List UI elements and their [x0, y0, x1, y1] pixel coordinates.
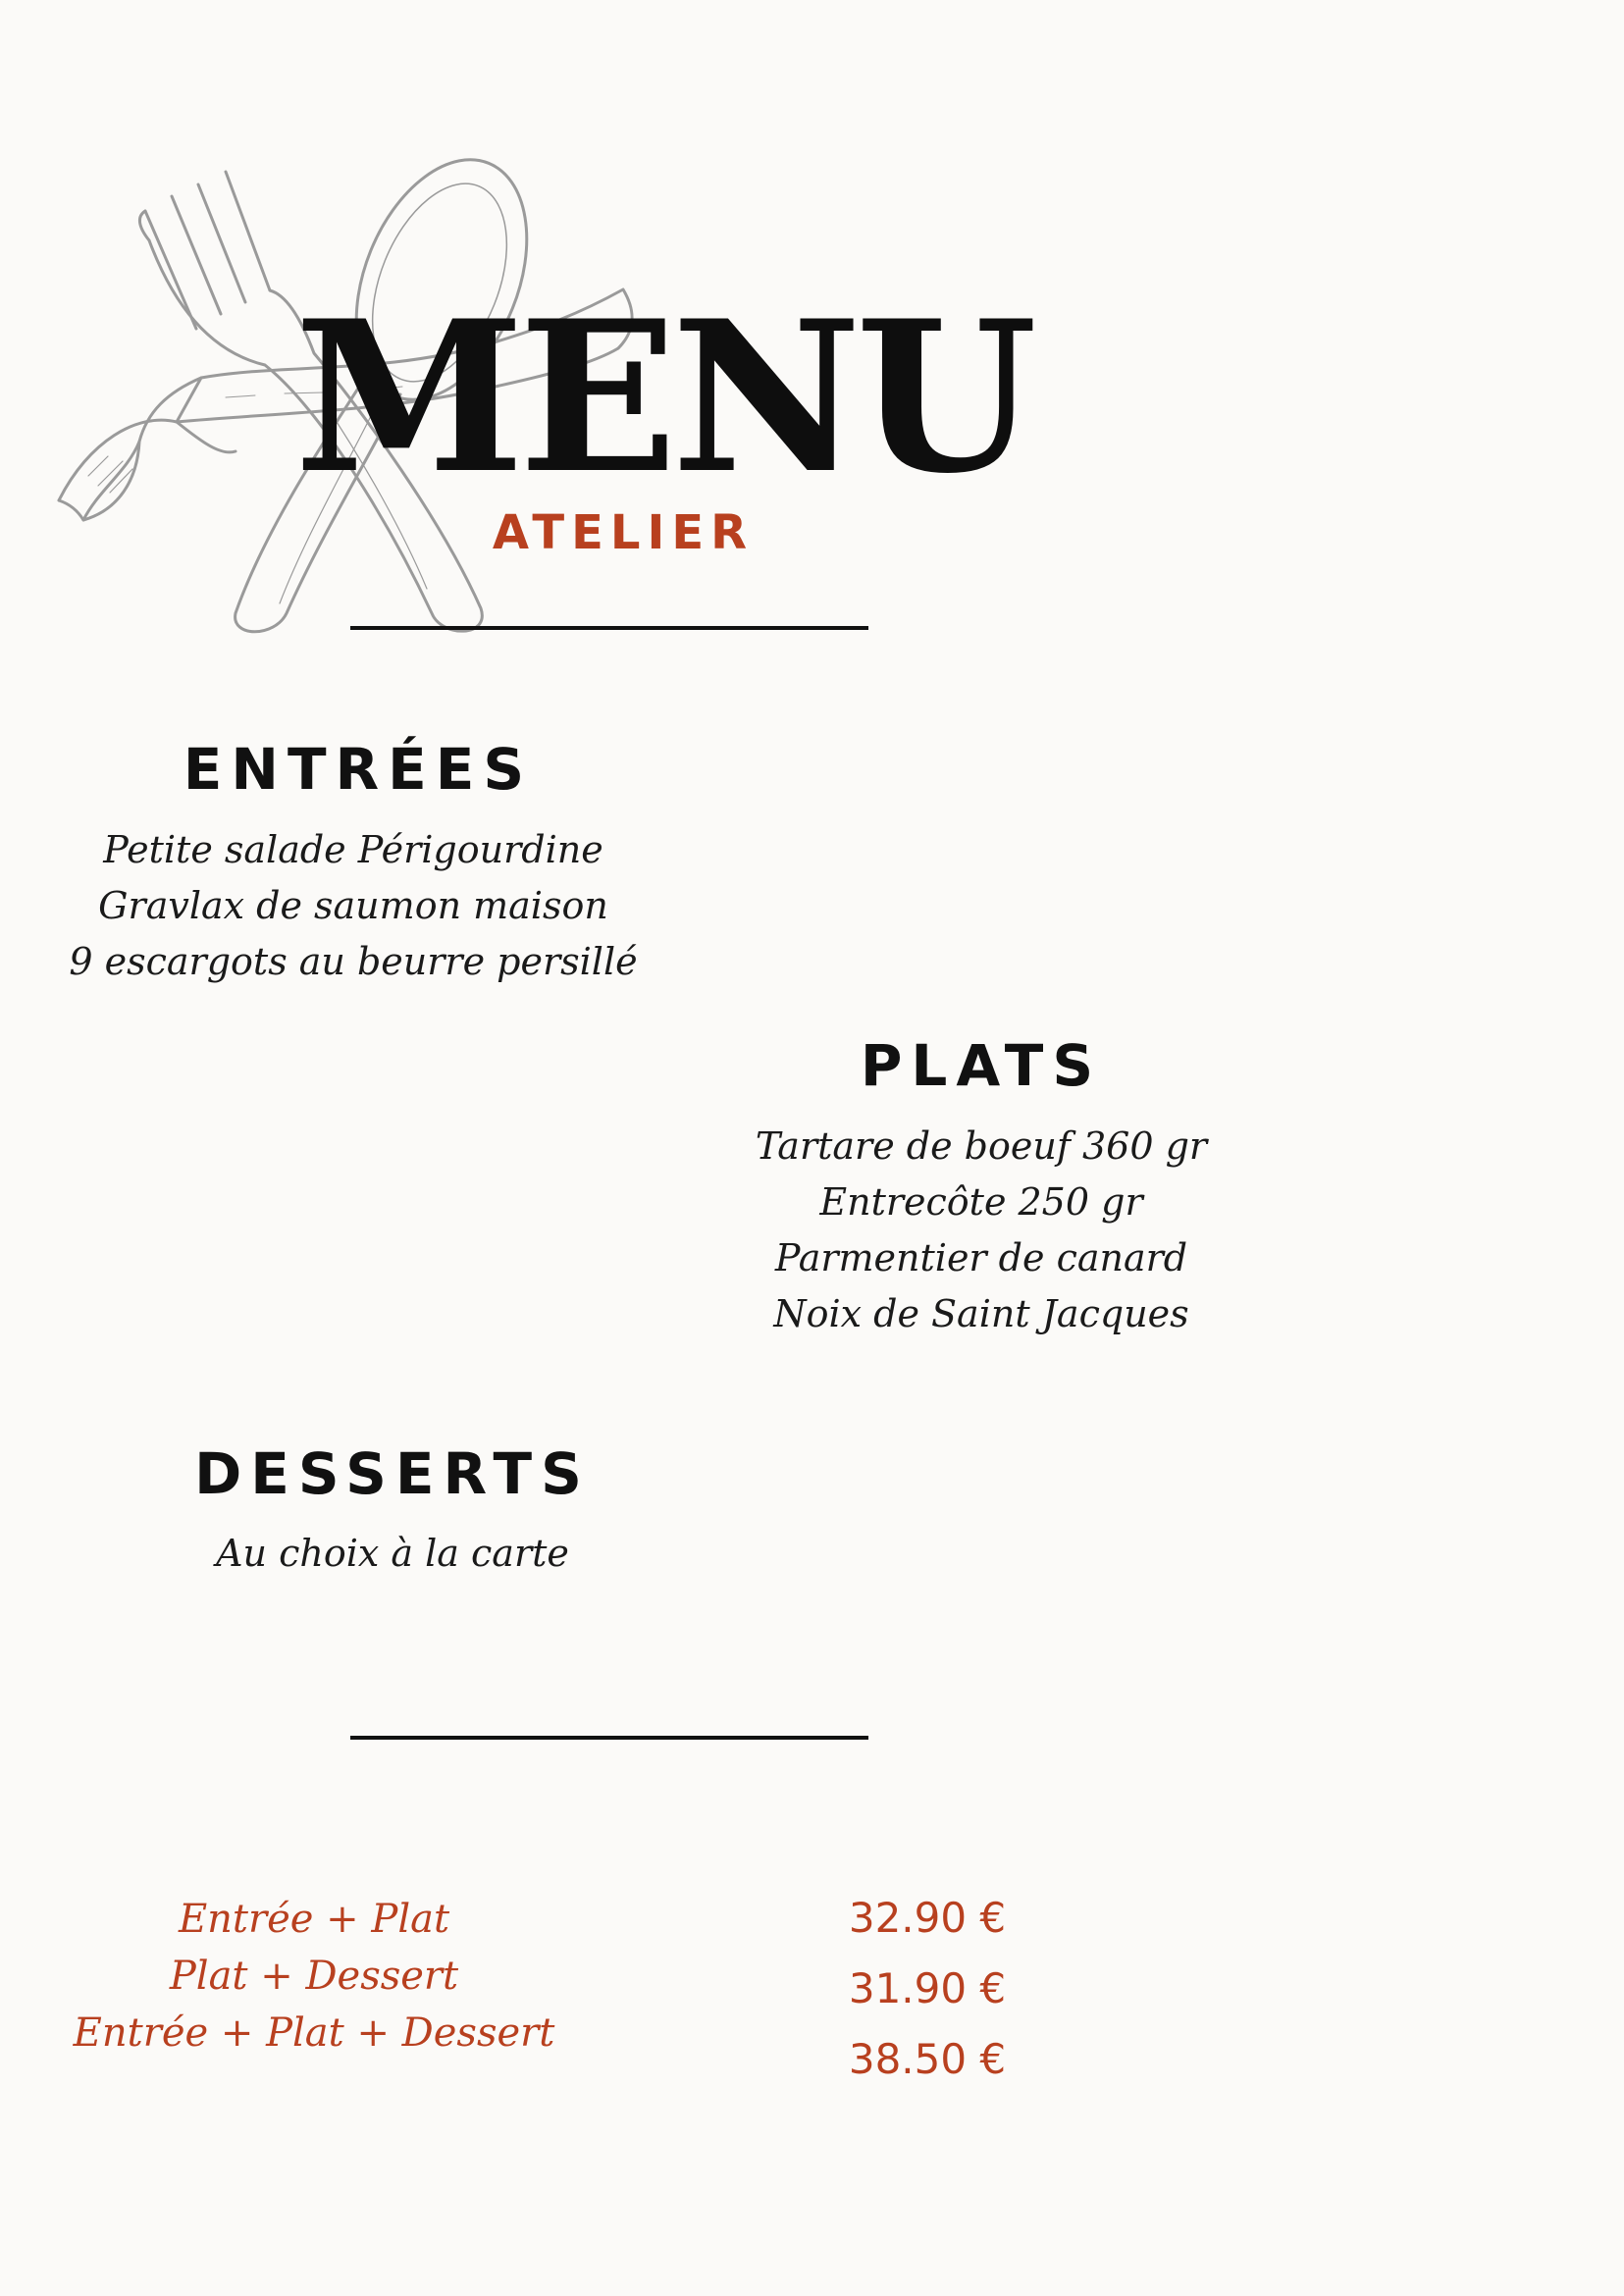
formula-labels — [59, 1891, 569, 2061]
entrees-heading: ENTRÉES — [183, 736, 534, 803]
desserts-heading: DESSERTS — [194, 1440, 591, 1507]
formula-label: Entrée + Plat — [178, 1897, 450, 1942]
formula-label: Entrée + Plat + Dessert — [73, 2010, 555, 2056]
list-item: Entrecôte 250 gr — [819, 1180, 1143, 1224]
top-divider — [350, 626, 868, 630]
bottom-divider — [350, 1736, 868, 1740]
formula-prices — [780, 1883, 1074, 2095]
menu-subtitle: ATELIER — [492, 505, 755, 560]
list-item: Noix de Saint Jacques — [773, 1292, 1189, 1335]
list-item: Parmentier de canard — [774, 1236, 1188, 1279]
list-item: Petite salade Périgourdine — [103, 828, 603, 871]
list-item: Au choix à la carte — [216, 1532, 569, 1575]
list-item: Gravlax de saumon maison — [98, 884, 608, 927]
plats-list — [687, 1119, 1276, 1342]
list-item: 9 escargots au beurre persillé — [69, 940, 638, 983]
plats-heading: PLATS — [860, 1032, 1103, 1099]
desserts-list — [98, 1526, 687, 1582]
formula-price: 31.90 € — [848, 1964, 1007, 2012]
entrees-list — [59, 822, 648, 990]
menu-title: MENU — [294, 275, 1031, 519]
formula-price: 38.50 € — [848, 2035, 1007, 2083]
formula-price: 32.90 € — [848, 1894, 1007, 1942]
list-item: Tartare de boeuf 360 gr — [755, 1124, 1208, 1168]
formula-label: Plat + Dessert — [169, 1954, 459, 1999]
